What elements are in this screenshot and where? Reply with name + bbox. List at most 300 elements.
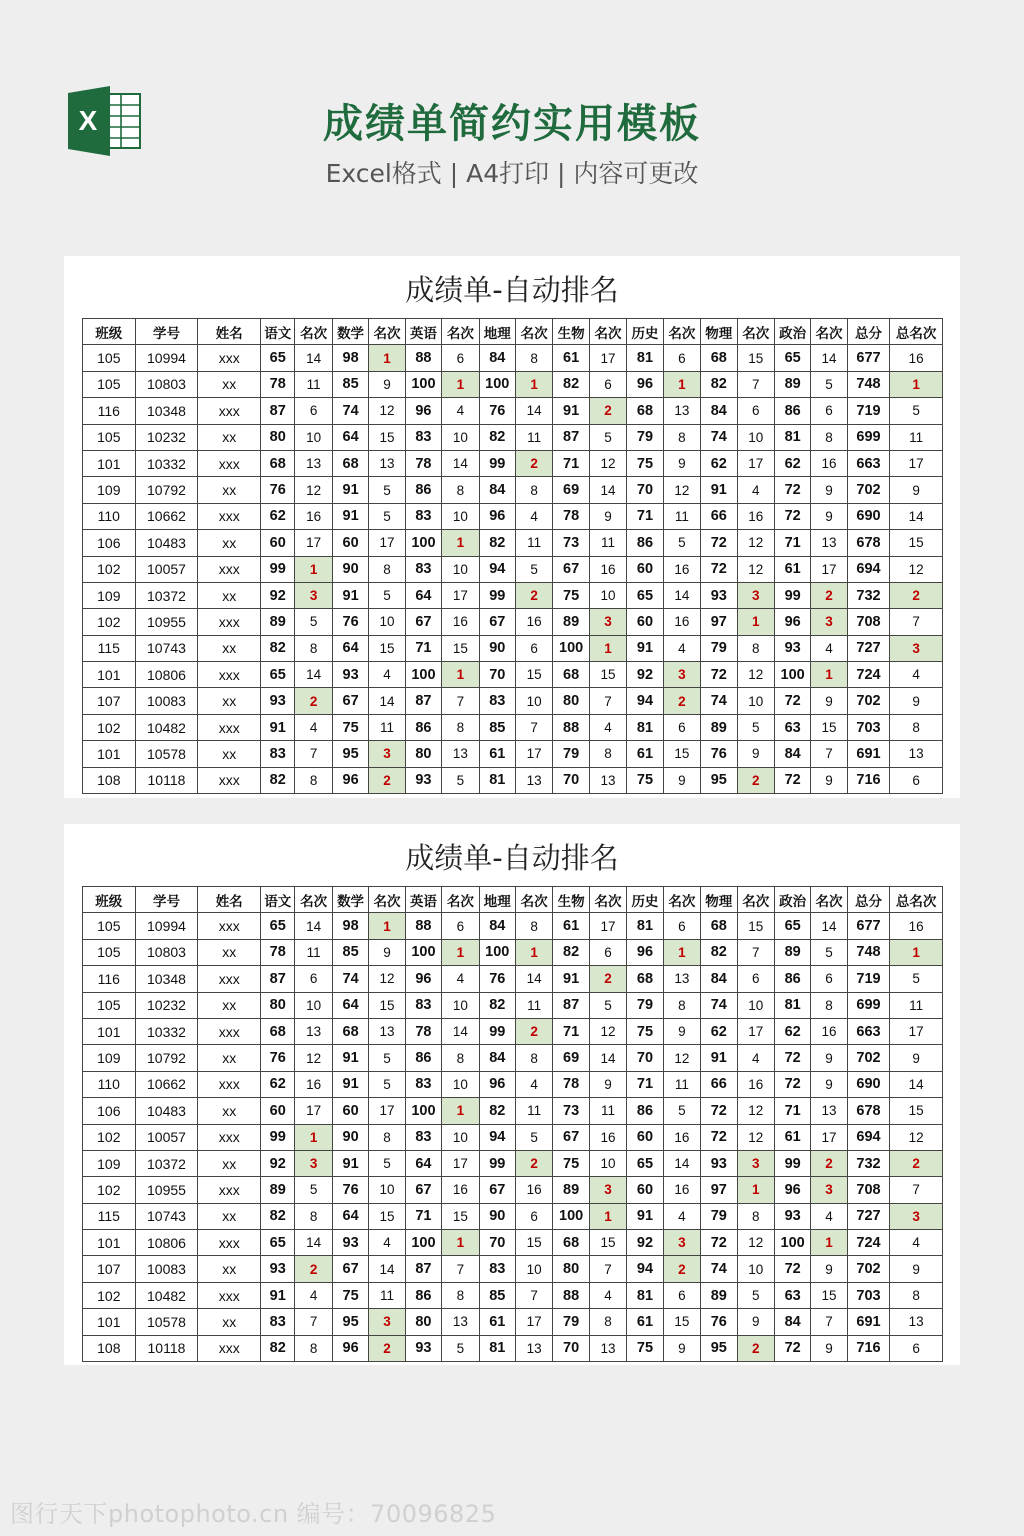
table-row [83, 1335, 943, 1361]
page-title: 成绩单简约实用模板 [323, 101, 701, 147]
table-cell: 5 [811, 939, 847, 965]
table-cell: xxx [198, 1282, 261, 1308]
table-cell: 76 [701, 1309, 737, 1335]
table-cell: 87 [553, 424, 589, 450]
table-cell: 100 [405, 371, 441, 397]
table-cell: 102 [83, 1177, 136, 1203]
table-cell: 8 [515, 345, 552, 371]
table-cell: 65 [261, 662, 295, 688]
table-cell: 78 [261, 939, 295, 965]
table-cell: 116 [83, 966, 136, 992]
table-cell: 12 [737, 1098, 774, 1124]
table-cell: 96 [774, 1177, 810, 1203]
table-cell: 69 [553, 1045, 589, 1071]
table-cell: 91 [627, 635, 663, 661]
table-cell: 82 [479, 1098, 515, 1124]
table-cell: 3 [589, 609, 626, 635]
table-cell: xx [198, 477, 261, 503]
table-cell: 11 [369, 714, 405, 740]
table-cell: 6 [663, 714, 700, 740]
table-cell: 8 [811, 424, 847, 450]
table-cell: 14 [369, 1256, 405, 1282]
table-cell: 4 [811, 635, 847, 661]
table-cell: 10 [737, 1256, 774, 1282]
table-cell: 9 [663, 450, 700, 476]
table-cell: 2 [369, 767, 405, 793]
table-cell: 10955 [135, 1177, 198, 1203]
table-cell: 83 [479, 688, 515, 714]
table-cell: 10 [589, 582, 626, 608]
table-cell: 14 [515, 966, 552, 992]
table-cell: 71 [774, 530, 810, 556]
table-cell: 74 [701, 992, 737, 1018]
table-cell: 82 [553, 371, 589, 397]
table-cell: 68 [627, 966, 663, 992]
table-cell: 14 [589, 477, 626, 503]
table-cell: 89 [774, 939, 810, 965]
table-cell: 15 [369, 1203, 405, 1229]
table-cell: 68 [701, 345, 737, 371]
table-cell: 11 [515, 1098, 552, 1124]
table-cell: 100 [405, 1230, 441, 1256]
table-cell: 11 [589, 530, 626, 556]
table-cell: 12 [737, 1124, 774, 1150]
table-cell: 2 [589, 966, 626, 992]
table-cell: xx [198, 1098, 261, 1124]
table-cell: 13 [515, 1335, 552, 1361]
column-header: 名次 [811, 887, 847, 913]
table-cell: 2 [663, 1256, 700, 1282]
table-cell: 102 [83, 714, 136, 740]
table-cell: 6 [663, 913, 700, 939]
table-cell: 8 [737, 635, 774, 661]
table-cell: 9 [811, 688, 847, 714]
table-cell: 97 [701, 609, 737, 635]
table-cell: 1 [663, 371, 700, 397]
table-cell: xxx [198, 450, 261, 476]
table-cell: 100 [405, 530, 441, 556]
table-cell: 96 [405, 398, 441, 424]
table-cell: 89 [261, 1177, 295, 1203]
watermark-text: 图行天下photophoto.cn 编号：70096825 [10, 1500, 497, 1528]
table-cell: 14 [442, 450, 479, 476]
table-cell: 12 [890, 1124, 943, 1150]
table-cell: 10232 [135, 424, 198, 450]
table-cell: 10803 [135, 371, 198, 397]
table-cell: 6 [295, 966, 332, 992]
table-cell: 10 [442, 1124, 479, 1150]
table-cell: 16 [442, 1177, 479, 1203]
table-cell: 732 [847, 1150, 889, 1176]
table-cell: 70 [627, 477, 663, 503]
table-cell: 67 [405, 609, 441, 635]
table-row [83, 450, 943, 476]
table-cell: 95 [332, 741, 368, 767]
table-cell: 62 [701, 450, 737, 476]
table-cell: 7 [442, 688, 479, 714]
table-cell: 9 [811, 1071, 847, 1097]
table-cell: 87 [261, 966, 295, 992]
table-cell: 10806 [135, 662, 198, 688]
table-cell: 72 [701, 556, 737, 582]
table-cell: 10083 [135, 688, 198, 714]
column-header: 名次 [442, 887, 479, 913]
table-cell: 4 [589, 1282, 626, 1308]
table-cell: 1 [811, 1230, 847, 1256]
table-cell: 86 [627, 530, 663, 556]
table-cell: 76 [332, 609, 368, 635]
table-cell: 80 [553, 1256, 589, 1282]
table-cell: 62 [701, 1018, 737, 1044]
table-cell: 75 [627, 1018, 663, 1044]
grade-sheet-preview-2 [64, 824, 960, 1365]
table-cell: 101 [83, 662, 136, 688]
table-cell: 727 [847, 635, 889, 661]
column-header: 总名次 [890, 887, 943, 913]
table-cell: 6 [442, 345, 479, 371]
table-cell: 16 [890, 345, 943, 371]
table-cell: 5 [442, 1335, 479, 1361]
table-row [83, 1230, 943, 1256]
table-cell: xx [198, 582, 261, 608]
table-cell: 2 [890, 582, 943, 608]
table-cell: 3 [890, 1203, 943, 1229]
table-cell: 91 [261, 1282, 295, 1308]
table-cell: 7 [811, 741, 847, 767]
table-cell: 6 [890, 767, 943, 793]
table-cell: 115 [83, 1203, 136, 1229]
table-cell: 11 [295, 371, 332, 397]
table-cell: 9 [890, 688, 943, 714]
column-header: 总分 [847, 319, 889, 345]
table-cell: 7 [890, 609, 943, 635]
table-cell: 16 [663, 609, 700, 635]
table-cell: 98 [332, 913, 368, 939]
table-cell: 4 [663, 635, 700, 661]
table-cell: 10232 [135, 992, 198, 1018]
table-cell: 9 [737, 1309, 774, 1335]
table-cell: 60 [261, 530, 295, 556]
table-cell: 719 [847, 966, 889, 992]
table-cell: 81 [774, 424, 810, 450]
table-row [83, 1124, 943, 1150]
table-row [83, 714, 943, 740]
table-cell: 10 [295, 424, 332, 450]
table-cell: 91 [553, 966, 589, 992]
table-cell: 15 [589, 1230, 626, 1256]
table-cell: 2 [737, 767, 774, 793]
table-cell: 71 [553, 450, 589, 476]
table-cell: 17 [737, 1018, 774, 1044]
table-cell: 100 [405, 1098, 441, 1124]
table-cell: 2 [515, 450, 552, 476]
table-cell: 82 [261, 1335, 295, 1361]
table-cell: 678 [847, 1098, 889, 1124]
table-cell: 84 [479, 1045, 515, 1071]
table-cell: 91 [701, 477, 737, 503]
table-cell: 78 [405, 450, 441, 476]
table-cell: 8 [369, 1124, 405, 1150]
column-header: 学号 [135, 887, 198, 913]
table-cell: 84 [701, 966, 737, 992]
table-cell: 96 [627, 939, 663, 965]
table-cell: 15 [589, 662, 626, 688]
table-cell: 90 [479, 635, 515, 661]
table-cell: 75 [332, 1282, 368, 1308]
table-cell: 10 [369, 1177, 405, 1203]
column-header: 姓名 [198, 319, 261, 345]
table-cell: 17 [589, 913, 626, 939]
table-cell: xxx [198, 714, 261, 740]
table-cell: 1 [442, 530, 479, 556]
table-cell: 85 [332, 939, 368, 965]
table-cell: 16 [295, 503, 332, 529]
table-cell: xx [198, 1045, 261, 1071]
table-cell: 4 [442, 398, 479, 424]
table-cell: 14 [515, 398, 552, 424]
table-cell: 10 [737, 424, 774, 450]
column-header: 名次 [515, 319, 552, 345]
table-cell: 81 [627, 714, 663, 740]
table-cell: 86 [774, 398, 810, 424]
table-cell: 109 [83, 582, 136, 608]
table-cell: 13 [890, 741, 943, 767]
table-cell: 101 [83, 1230, 136, 1256]
table-cell: 84 [701, 398, 737, 424]
column-header: 班级 [83, 319, 136, 345]
table-cell: 17 [589, 345, 626, 371]
table-cell: 72 [774, 767, 810, 793]
table-cell: 75 [332, 714, 368, 740]
table-cell: xx [198, 1203, 261, 1229]
table-cell: 1 [589, 1203, 626, 1229]
column-header: 生物 [553, 319, 589, 345]
table-cell: xxx [198, 1335, 261, 1361]
table-cell: 76 [261, 1045, 295, 1071]
table-cell: xx [198, 530, 261, 556]
table-cell: 76 [479, 398, 515, 424]
table-cell: 12 [369, 398, 405, 424]
table-cell: 93 [701, 1150, 737, 1176]
table-cell: 82 [261, 1203, 295, 1229]
table-cell: 716 [847, 1335, 889, 1361]
table-cell: 105 [83, 992, 136, 1018]
table-cell: 5 [515, 1124, 552, 1150]
table-cell: 5 [589, 992, 626, 1018]
table-cell: 88 [405, 913, 441, 939]
table-cell: 14 [295, 913, 332, 939]
table-cell: 702 [847, 1045, 889, 1071]
table-cell: 64 [332, 635, 368, 661]
table-cell: 8 [589, 1309, 626, 1335]
table-cell: 82 [553, 939, 589, 965]
table-cell: 83 [261, 1309, 295, 1335]
table-cell: 5 [369, 1045, 405, 1071]
table-cell: 10 [589, 1150, 626, 1176]
table-cell: 716 [847, 767, 889, 793]
table-row [83, 913, 943, 939]
table-cell: 14 [589, 1045, 626, 1071]
table-cell: 79 [701, 1203, 737, 1229]
table-cell: 89 [701, 714, 737, 740]
table-cell: 1 [442, 939, 479, 965]
column-header: 名次 [369, 887, 405, 913]
table-cell: 5 [369, 1150, 405, 1176]
table-cell: 727 [847, 1203, 889, 1229]
table-cell: 7 [442, 1256, 479, 1282]
table-cell: 65 [774, 913, 810, 939]
table-cell: 74 [701, 688, 737, 714]
table-cell: 107 [83, 688, 136, 714]
table-cell: 6 [589, 939, 626, 965]
column-header: 历史 [627, 887, 663, 913]
table-cell: 17 [369, 530, 405, 556]
table-cell: 88 [553, 1282, 589, 1308]
table-cell: 748 [847, 371, 889, 397]
table-cell: 14 [295, 1230, 332, 1256]
table-cell: 8 [663, 424, 700, 450]
column-header: 政治 [774, 319, 810, 345]
table-cell: 110 [83, 1071, 136, 1097]
table-cell: 8 [295, 1203, 332, 1229]
table-cell: 9 [811, 767, 847, 793]
table-cell: 724 [847, 1230, 889, 1256]
table-cell: 12 [589, 450, 626, 476]
table-row [83, 345, 943, 371]
column-header: 总名次 [890, 319, 943, 345]
table-cell: 8 [369, 556, 405, 582]
table-cell: 16 [811, 450, 847, 476]
table-cell: 72 [774, 477, 810, 503]
table-cell: 116 [83, 398, 136, 424]
table-cell: 93 [701, 582, 737, 608]
table-cell: 694 [847, 1124, 889, 1150]
table-cell: 14 [663, 1150, 700, 1176]
table-cell: 12 [295, 477, 332, 503]
table-cell: 12 [737, 530, 774, 556]
table-cell: 10057 [135, 1124, 198, 1150]
column-header: 语文 [261, 319, 295, 345]
table-cell: 5 [442, 767, 479, 793]
table-cell: 14 [811, 913, 847, 939]
table-cell: 16 [663, 556, 700, 582]
table-cell: 82 [479, 424, 515, 450]
table-cell: 80 [261, 992, 295, 1018]
table-cell: 93 [774, 1203, 810, 1229]
table-cell: 1 [589, 635, 626, 661]
table-cell: 694 [847, 556, 889, 582]
table-cell: 724 [847, 662, 889, 688]
table-cell: xx [198, 741, 261, 767]
table-cell: 5 [663, 1098, 700, 1124]
table-cell: 3 [369, 1309, 405, 1335]
table-cell: 15 [369, 992, 405, 1018]
table-cell: 3 [737, 1150, 774, 1176]
table-cell: 72 [774, 1335, 810, 1361]
table-cell: 74 [701, 1256, 737, 1282]
table-cell: 96 [479, 503, 515, 529]
table-cell: 80 [405, 1309, 441, 1335]
table-cell: 86 [774, 966, 810, 992]
table-cell: 2 [515, 1150, 552, 1176]
table-cell: 64 [405, 1150, 441, 1176]
table-cell: 10743 [135, 1203, 198, 1229]
table-cell: 9 [811, 503, 847, 529]
table-cell: 12 [737, 662, 774, 688]
table-cell: 60 [627, 556, 663, 582]
table-row [83, 424, 943, 450]
table-cell: 690 [847, 503, 889, 529]
table-cell: xxx [198, 345, 261, 371]
table-cell: 68 [261, 1018, 295, 1044]
table-cell: 73 [553, 1098, 589, 1124]
table-cell: 89 [774, 371, 810, 397]
table-cell: 13 [663, 966, 700, 992]
table-cell: 2 [515, 1018, 552, 1044]
table-cell: 691 [847, 741, 889, 767]
table-cell: 97 [701, 1177, 737, 1203]
column-header: 英语 [405, 887, 441, 913]
table-cell: 2 [890, 1150, 943, 1176]
table-cell: 61 [774, 556, 810, 582]
table-cell: 9 [890, 1256, 943, 1282]
table-cell: 10578 [135, 741, 198, 767]
table-cell: 1 [295, 556, 332, 582]
table-cell: 81 [479, 767, 515, 793]
table-cell: 678 [847, 530, 889, 556]
column-header: 地理 [479, 887, 515, 913]
table-cell: 91 [553, 398, 589, 424]
table-cell: 92 [261, 1150, 295, 1176]
table-cell: 84 [479, 477, 515, 503]
column-header: 政治 [774, 887, 810, 913]
table-cell: 7 [295, 741, 332, 767]
table-cell: 17 [295, 530, 332, 556]
table-cell: 99 [479, 1150, 515, 1176]
table-cell: 12 [663, 477, 700, 503]
table-cell: 5 [663, 530, 700, 556]
table-cell: 76 [261, 477, 295, 503]
table-cell: 10348 [135, 398, 198, 424]
table-cell: 79 [701, 635, 737, 661]
table-cell: 16 [515, 1177, 552, 1203]
table-cell: 107 [83, 1256, 136, 1282]
column-header: 语文 [261, 887, 295, 913]
table-cell: 9 [737, 741, 774, 767]
table-cell: 10806 [135, 1230, 198, 1256]
table-cell: 16 [589, 556, 626, 582]
table-cell: 9 [369, 939, 405, 965]
column-header: 名次 [737, 319, 774, 345]
table-cell: 1 [369, 345, 405, 371]
table-cell: 110 [83, 503, 136, 529]
table-cell: 11 [295, 939, 332, 965]
table-cell: 2 [663, 688, 700, 714]
column-header: 名次 [589, 319, 626, 345]
table-cell: 12 [663, 1045, 700, 1071]
table-cell: 70 [479, 662, 515, 688]
table-cell: xxx [198, 1124, 261, 1150]
table-cell: 79 [553, 741, 589, 767]
table-row [83, 635, 943, 661]
table-cell: 84 [479, 345, 515, 371]
table-cell: 105 [83, 913, 136, 939]
table-row [83, 741, 943, 767]
table-cell: 5 [295, 1177, 332, 1203]
table-cell: 6 [295, 398, 332, 424]
table-cell: 62 [774, 450, 810, 476]
table-row [83, 1177, 943, 1203]
